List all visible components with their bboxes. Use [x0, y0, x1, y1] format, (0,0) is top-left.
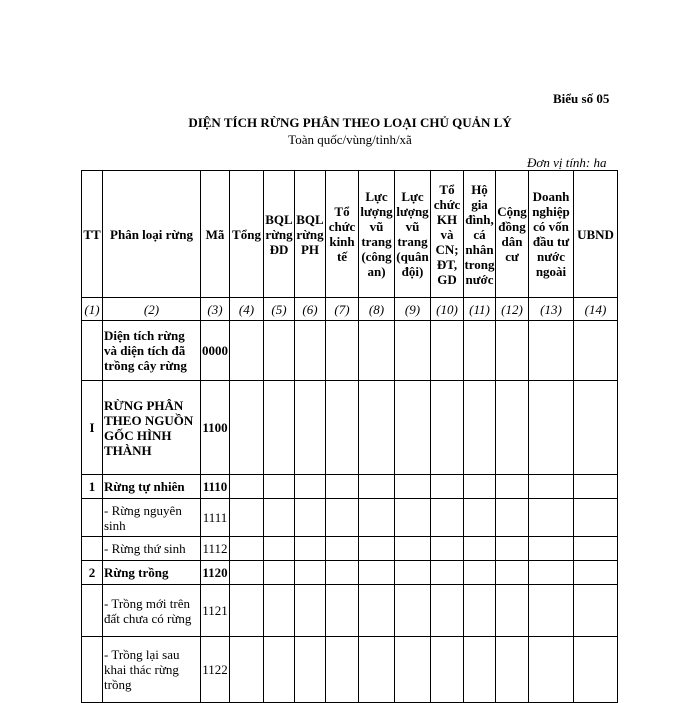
row-classification: - Trồng mới trên đất chưa có rừng	[103, 585, 201, 637]
data-cell	[574, 321, 618, 381]
data-cell	[464, 537, 496, 561]
data-cell	[295, 381, 326, 475]
data-cell	[264, 537, 295, 561]
col-header-bql-dd: BQL rừng ĐD	[264, 171, 295, 298]
row-classification: Diện tích rừng và diện tích đã trồng cây rừng	[103, 321, 201, 381]
data-cell	[395, 381, 431, 475]
data-cell	[395, 321, 431, 381]
row-tt: 1	[82, 475, 103, 499]
data-cell	[359, 475, 395, 499]
data-cell	[431, 637, 464, 703]
data-cell	[529, 537, 574, 561]
data-cell	[496, 585, 529, 637]
data-cell	[359, 321, 395, 381]
forest-area-table	[81, 170, 618, 703]
col-header-bql-ph: BQL rừng PH	[295, 171, 326, 298]
col-header-police: Lực lượng vũ trang (công an)	[359, 171, 395, 298]
col-header-science-org: Tổ chức KH và CN; ĐT, GD	[431, 171, 464, 298]
column-number: (13)	[529, 298, 574, 321]
data-cell	[574, 381, 618, 475]
row-classification: RỪNG PHÂN THEO NGUỒN GỐC HÌNH THÀNH	[103, 381, 201, 475]
data-cell	[529, 381, 574, 475]
col-header-code: Mã	[201, 171, 230, 298]
row-tt	[82, 499, 103, 537]
data-cell	[574, 585, 618, 637]
row-tt	[82, 637, 103, 703]
data-cell	[230, 499, 264, 537]
unit-label: Đơn vị tính: ha	[527, 155, 607, 170]
data-cell	[395, 637, 431, 703]
column-number: (1)	[82, 298, 103, 321]
table-row	[82, 321, 618, 381]
row-tt: 2	[82, 561, 103, 585]
data-cell	[529, 499, 574, 537]
column-number: (3)	[201, 298, 230, 321]
data-cell	[529, 321, 574, 381]
data-cell	[395, 475, 431, 499]
data-cell	[574, 475, 618, 499]
data-cell	[359, 499, 395, 537]
data-cell	[496, 381, 529, 475]
column-number: (6)	[295, 298, 326, 321]
data-cell	[326, 561, 359, 585]
data-cell	[395, 585, 431, 637]
data-cell	[395, 561, 431, 585]
data-cell	[395, 499, 431, 537]
data-cell	[529, 637, 574, 703]
data-cell	[359, 537, 395, 561]
row-code: 1112	[201, 537, 230, 561]
data-cell	[574, 637, 618, 703]
data-cell	[464, 321, 496, 381]
data-cell	[496, 321, 529, 381]
table-row	[82, 499, 618, 537]
row-classification: Rừng trồng	[103, 561, 201, 585]
data-cell	[264, 321, 295, 381]
row-classification: - Trồng lại sau khai thác rừng trồng	[103, 637, 201, 703]
data-cell	[230, 585, 264, 637]
table-row	[82, 475, 618, 499]
data-cell	[359, 381, 395, 475]
data-cell	[230, 475, 264, 499]
table-row	[82, 537, 618, 561]
data-cell	[230, 561, 264, 585]
col-header-total: Tổng	[230, 171, 264, 298]
row-code: 1110	[201, 475, 230, 499]
data-cell	[529, 585, 574, 637]
table-row	[82, 585, 618, 637]
report-title: DIỆN TÍCH RỪNG PHÂN THEO LOẠI CHỦ QUẢN LÝ	[188, 115, 512, 130]
col-header-foreign-enterprise: Doanh nghiệp có vốn đầu tư nước ngoài	[529, 171, 574, 298]
column-number: (9)	[395, 298, 431, 321]
data-cell	[496, 537, 529, 561]
data-cell	[326, 381, 359, 475]
data-cell	[264, 561, 295, 585]
data-cell	[464, 637, 496, 703]
data-cell	[230, 537, 264, 561]
data-cell	[359, 585, 395, 637]
col-header-households: Hộ gia đình, cá nhân trong nước	[464, 171, 496, 298]
data-cell	[295, 537, 326, 561]
data-cell	[326, 321, 359, 381]
data-cell	[496, 637, 529, 703]
column-number: (8)	[359, 298, 395, 321]
col-header-community: Cộng đồng dân cư	[496, 171, 529, 298]
row-code: 1122	[201, 637, 230, 703]
column-number: (14)	[574, 298, 618, 321]
data-cell	[529, 561, 574, 585]
data-cell	[574, 537, 618, 561]
row-classification: - Rừng thứ sinh	[103, 537, 201, 561]
data-cell	[264, 499, 295, 537]
col-header-ubnd: UBND	[574, 171, 618, 298]
data-cell	[431, 321, 464, 381]
data-cell	[359, 561, 395, 585]
data-cell	[431, 561, 464, 585]
data-cell	[529, 475, 574, 499]
table-row	[82, 561, 618, 585]
data-cell	[326, 537, 359, 561]
data-cell	[326, 475, 359, 499]
row-tt: I	[82, 381, 103, 475]
data-cell	[496, 499, 529, 537]
row-tt	[82, 537, 103, 561]
row-classification: Rừng tự nhiên	[103, 475, 201, 499]
data-cell	[574, 499, 618, 537]
data-cell	[431, 585, 464, 637]
row-code: 1100	[201, 381, 230, 475]
row-code: 1120	[201, 561, 230, 585]
data-cell	[264, 381, 295, 475]
data-cell	[431, 381, 464, 475]
column-number-row	[82, 298, 618, 321]
col-header-economic-org: Tổ chức kinh tế	[326, 171, 359, 298]
data-cell	[295, 637, 326, 703]
col-header-tt: TT	[82, 171, 103, 298]
data-cell	[264, 637, 295, 703]
column-number: (10)	[431, 298, 464, 321]
data-cell	[464, 499, 496, 537]
data-cell	[464, 561, 496, 585]
form-number: Biểu số 05	[553, 91, 610, 106]
column-number: (12)	[496, 298, 529, 321]
data-cell	[230, 381, 264, 475]
data-cell	[326, 637, 359, 703]
data-cell	[230, 321, 264, 381]
table-row	[82, 637, 618, 703]
column-number: (4)	[230, 298, 264, 321]
header-row	[82, 171, 618, 298]
data-cell	[295, 561, 326, 585]
column-number: (11)	[464, 298, 496, 321]
data-cell	[574, 561, 618, 585]
data-cell	[326, 585, 359, 637]
data-cell	[431, 475, 464, 499]
data-cell	[395, 537, 431, 561]
data-cell	[264, 585, 295, 637]
data-cell	[295, 321, 326, 381]
col-header-classification: Phân loại rừng	[103, 171, 201, 298]
table-row	[82, 381, 618, 475]
data-cell	[431, 499, 464, 537]
row-code: 1121	[201, 585, 230, 637]
data-cell	[496, 475, 529, 499]
col-header-army: Lực lượng vũ trang (quân đội)	[395, 171, 431, 298]
data-cell	[431, 537, 464, 561]
row-tt	[82, 585, 103, 637]
data-cell	[359, 637, 395, 703]
column-number: (5)	[264, 298, 295, 321]
data-cell	[464, 585, 496, 637]
column-number: (7)	[326, 298, 359, 321]
data-cell	[496, 561, 529, 585]
column-number: (2)	[103, 298, 201, 321]
data-cell	[295, 499, 326, 537]
data-cell	[326, 499, 359, 537]
data-cell	[295, 475, 326, 499]
row-classification: - Rừng nguyên sinh	[103, 499, 201, 537]
data-cell	[230, 637, 264, 703]
data-cell	[295, 585, 326, 637]
report-subtitle: Toàn quốc/vùng/tỉnh/xã	[288, 132, 412, 147]
row-tt	[82, 321, 103, 381]
row-code: 1111	[201, 499, 230, 537]
data-cell	[464, 381, 496, 475]
data-cell	[264, 475, 295, 499]
row-code: 0000	[201, 321, 230, 381]
data-cell	[464, 475, 496, 499]
